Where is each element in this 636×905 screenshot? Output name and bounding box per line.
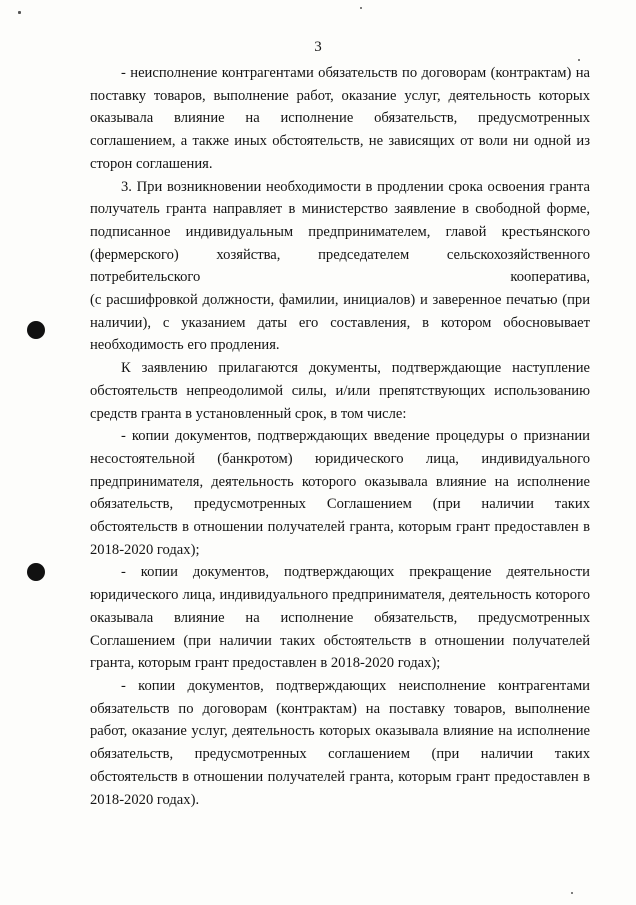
scan-speck [360,7,362,9]
scan-speck [571,892,573,894]
paragraph-application-details: (с расшифровкой должности, фамилии, инициалов) и заверенное печатью (при наличии), с указанием даты его составления, в котором обосновывает необходимость его продления. [90,292,590,354]
hole-punch-bottom [27,563,45,581]
paragraph-extension-application: 3. При возникновении необходимости в продлении срока освоения гранта получатель гранта направляет в министерство заявление в свободной форме, подписанное индивидуальным предпринимателем, главой крестьянского (фермерского) хозяйства, председателем сельскохозяйственного потребительского кооператива, [90,178,590,286]
paragraph-attached-documents: К заявлению прилагаются документы, подтверждающие наступление обстоятельств непреодолимой силы, и/или препятствующих использованию средств гранта в установленный срок, в том числе: [90,360,590,422]
page-number: 3 [314,39,322,55]
hole-punch-top [27,321,45,339]
scan-speck [18,11,21,14]
paragraph-counterparty-nonperformance: - неисполнение контрагентами обязательств по договорам (контрактам) на поставку товаров, выполнение работ, оказание услуг, деятельность которых оказывала влияние на исполнение обязательств, предусмотренных соглашением, а также иных обстоятельств, не зависящих от воли ни одной из сторон соглашения. [90,65,590,172]
list-item-bankruptcy-documents: - копии документов, подтверждающих введение процедуры о признании несостоятельной (банкротом) юридического лица, индивидуального предпринимателя, деятельность которого оказывала влияние на исполнение обязательств, предусмотренных Соглашением (при наличии таких обстоятельств в отношении получателей гранта, которым грант предоставлен в 2018-2020 годах); [90,428,590,558]
scan-speck [578,59,580,61]
list-item-termination-documents: - копии документов, подтверждающих прекращение деятельности юридического лица, индивидуального предпринимателя, деятельность которого оказывала влияние на исполнение обязательств, предусмотренных Соглашением (при наличии таких обстоятельств в отношении получателей гранта, которым грант предоставлен в 2018-2020 годах); [90,564,590,672]
list-item-nonperformance-documents: - копии документов, подтверждающих неисполнение контрагентами обязательств по договорам (контрактам) на поставку товаров, выполнение работ, оказание услуг, деятельность которых оказывала влияние на исполнение обязательств, предусмотренных соглашением (при наличии таких обстоятельств в отношении получателей гранта, которым грант предоставлен в 2018-2020 годах). [90,677,590,808]
document-body [90,62,590,811]
